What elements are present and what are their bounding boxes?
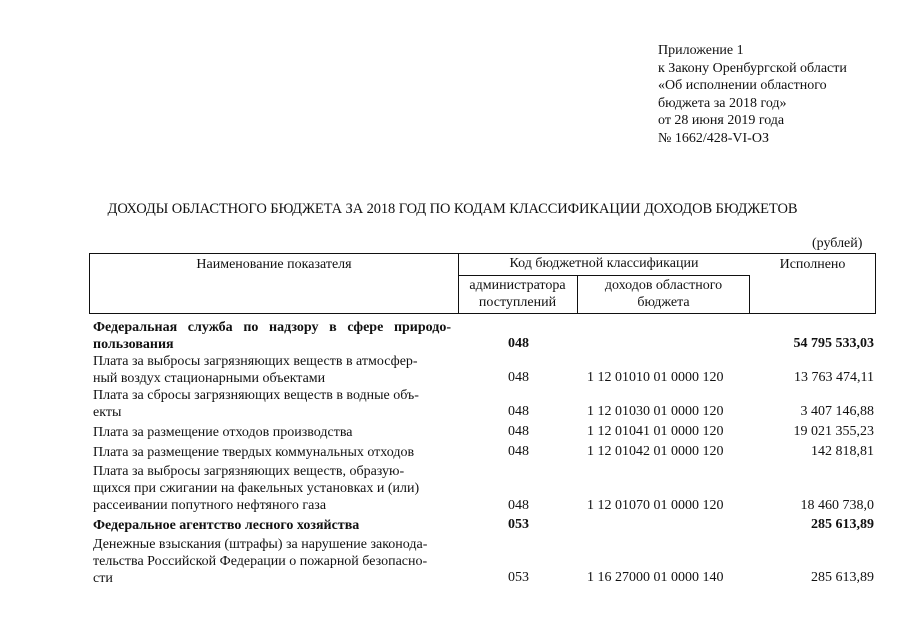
- header-code-group: Код бюджетной классификации: [458, 254, 750, 276]
- row-income-code: 1 12 01010 01 0000 120: [587, 370, 724, 385]
- document-title: ДОХОДЫ ОБЛАСТНОГО БЮДЖЕТА ЗА 2018 ГОД ПО КОДАМ КЛАССИФИКАЦИИ ДОХОДОВ БЮДЖЕТОВ: [107, 201, 798, 217]
- row-name-line: пользования: [93, 337, 174, 353]
- row-name-line: Плата за размещение отходов производства: [93, 425, 353, 440]
- header-admin-line: администратора: [469, 278, 566, 293]
- row-income-code: 1 12 01030 01 0000 120: [587, 404, 724, 419]
- table-row-name: [93, 463, 451, 515]
- row-name-line: Плата за выбросы загрязняющих веществ, образую-: [93, 464, 405, 479]
- table-row-name: [93, 424, 451, 441]
- row-name-line: екты: [93, 405, 122, 421]
- row-name-line: тельства Российской Федерации о пожарной безопасно-: [93, 554, 428, 570]
- appendix-line: Приложение 1: [658, 43, 744, 58]
- table-row-name: [93, 536, 451, 588]
- row-amount: 13 763 474,11: [794, 370, 874, 385]
- row-name-line: Плата за размещение твердых коммунальных отходов: [93, 445, 415, 460]
- row-name-line: ный воздух стационарными объектами: [93, 371, 326, 387]
- row-name-line: сти: [93, 571, 113, 587]
- row-income-code: 1 16 27000 01 0000 140: [587, 570, 724, 585]
- row-amount: 18 460 738,0: [800, 498, 874, 513]
- row-amount: 142 818,81: [811, 444, 874, 459]
- table-row-name: [93, 444, 451, 461]
- row-income-code: 1 12 01042 01 0000 120: [587, 444, 724, 459]
- table-row-name: [93, 319, 451, 353]
- appendix-line: от 28 июня 2019 года: [658, 113, 785, 128]
- table-row-name: [93, 517, 451, 534]
- appendix-line: бюджета за 2018 год»: [658, 95, 787, 111]
- row-name-line: щихся при сжигании на факельных установках и (или): [93, 481, 420, 497]
- row-admin-code: 048: [508, 370, 529, 385]
- header-admin-line: поступлений: [478, 295, 557, 310]
- row-name-line: Федеральное агентство лесного хозяйства: [93, 518, 360, 533]
- row-admin-code: 048: [508, 444, 529, 459]
- row-admin-code: 048: [508, 424, 529, 439]
- appendix-line: № 1662/428-VI-ОЗ: [658, 130, 769, 146]
- appendix-line: к Закону Оренбургской области: [658, 60, 847, 76]
- row-amount: 54 795 533,03: [793, 336, 874, 351]
- row-income-code: 1 12 01041 01 0000 120: [587, 424, 724, 439]
- header-income-line: доходов областного: [604, 278, 723, 293]
- header-income-line: бюджета: [637, 295, 690, 310]
- row-name-line: Плата за сбросы загрязняющих веществ в водные объ-: [93, 388, 419, 403]
- row-name-line: Плата за выбросы загрязняющих веществ в атмосфер-: [93, 354, 418, 369]
- appendix-line: «Об исполнении областного: [658, 78, 827, 93]
- unit-label: (рублей): [812, 236, 863, 251]
- row-name-line: Денежные взыскания (штрафы) за нарушение законода-: [93, 537, 428, 552]
- row-amount: 19 021 355,23: [793, 424, 874, 439]
- row-admin-code: 053: [508, 570, 529, 585]
- row-name-line: рассеивании попутного нефтяного газа: [93, 498, 327, 514]
- header-executed: Исполнено: [779, 257, 846, 272]
- row-admin-code: 048: [508, 404, 529, 419]
- row-amount: 285 613,89: [811, 517, 874, 532]
- table-row-name: [93, 353, 451, 387]
- row-amount: 285 613,89: [811, 570, 874, 585]
- row-admin-code: 053: [508, 517, 529, 532]
- row-admin-code: 048: [508, 336, 529, 351]
- header-name: Наименование показателя: [196, 257, 352, 272]
- row-name-line: Федеральная служба по надзору в сфере природо-: [93, 320, 451, 335]
- row-admin-code: 048: [508, 498, 529, 513]
- table-row-name: [93, 387, 451, 421]
- row-amount: 3 407 146,88: [800, 404, 874, 419]
- row-income-code: 1 12 01070 01 0000 120: [587, 498, 724, 513]
